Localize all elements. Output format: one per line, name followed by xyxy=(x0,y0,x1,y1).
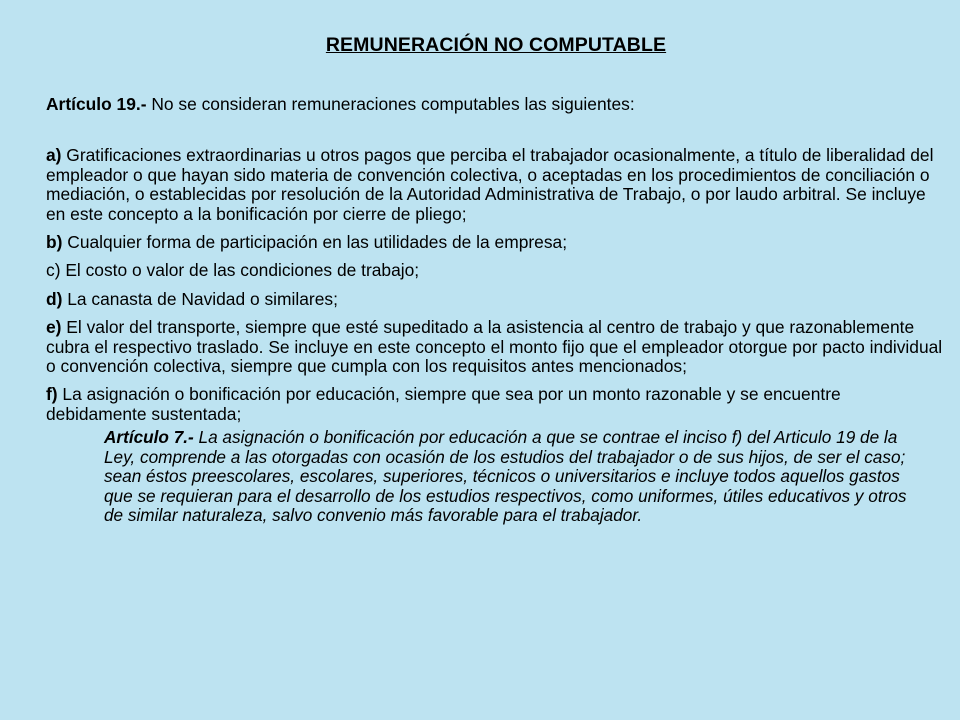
item-f xyxy=(46,385,946,424)
item-d-label: d) xyxy=(46,288,63,309)
item-f-label: f) xyxy=(46,384,58,405)
item-f-text: La asignación o bonificación por educación, siempre que sea por un monto razonable y se encuentre debidamente sustentada; xyxy=(46,384,841,424)
item-a-text: Gratificaciones extraordinarias u otros pagos que perciba el trabajador ocasionalmente, a título de liberalidad del empleador o que hayan sido materia de convención colectiva, o aceptadas en los procedimientos de conciliación o mediación, o establecidas por resolución de la Autoridad Administrativa de Trabajo, o por laudo arbitral. Se incluye en este concepto a la bonificación por cierre de pliego; xyxy=(46,145,934,224)
item-a xyxy=(46,146,946,224)
article-19-label: Artículo 19.- xyxy=(46,94,147,114)
item-d-text: La canasta de Navidad o similares; xyxy=(62,288,338,309)
article-body xyxy=(46,95,946,525)
item-b-label: b) xyxy=(46,232,63,253)
article-7-label: Artículo 7.- xyxy=(104,427,194,448)
item-e xyxy=(46,318,946,376)
item-c xyxy=(46,261,946,280)
article-7-quote xyxy=(104,428,924,525)
item-a-label: a) xyxy=(46,145,62,166)
article-19-intro xyxy=(46,95,946,114)
article-19-text: No se consideran remuneraciones computables las siguientes: xyxy=(146,94,635,114)
item-b-text: Cualquier forma de participación en las utilidades de la empresa; xyxy=(62,232,568,253)
page-title: REMUNERACIÓN NO COMPUTABLE xyxy=(325,34,667,56)
item-c-text: c) El costo o valor de las condiciones de trabajo; xyxy=(46,260,420,281)
item-e-text: El valor del transporte, siempre que esté supeditado a la asistencia al centro de trabajo y que razonablemente cubra el respectivo traslado. Se incluye en este concepto el monto fijo que el empleador otorgue por pacto individual o convención colectiva, siempre que cumpla con los requisitos antes mencionados; xyxy=(46,317,943,377)
item-b xyxy=(46,233,946,252)
item-d xyxy=(46,290,946,309)
item-e-label: e) xyxy=(46,317,62,338)
article-7-text: La asignación o bonificación por educación a que se contrae el inciso f) del Articulo 19 de la Ley, comprende a las otorgadas con ocasión de los estudios del trabajador o de sus hijos, de ser el caso; sean éstos preescolares, escolares, superiores, técnicos o universitarios e incluye todos aquellos gastos que se requieran para el desarrollo de los estudios respectivos, como uniformes, útiles educativos y otros de similar naturaleza, salvo convenio más favorable para el trabajador. xyxy=(104,427,907,525)
